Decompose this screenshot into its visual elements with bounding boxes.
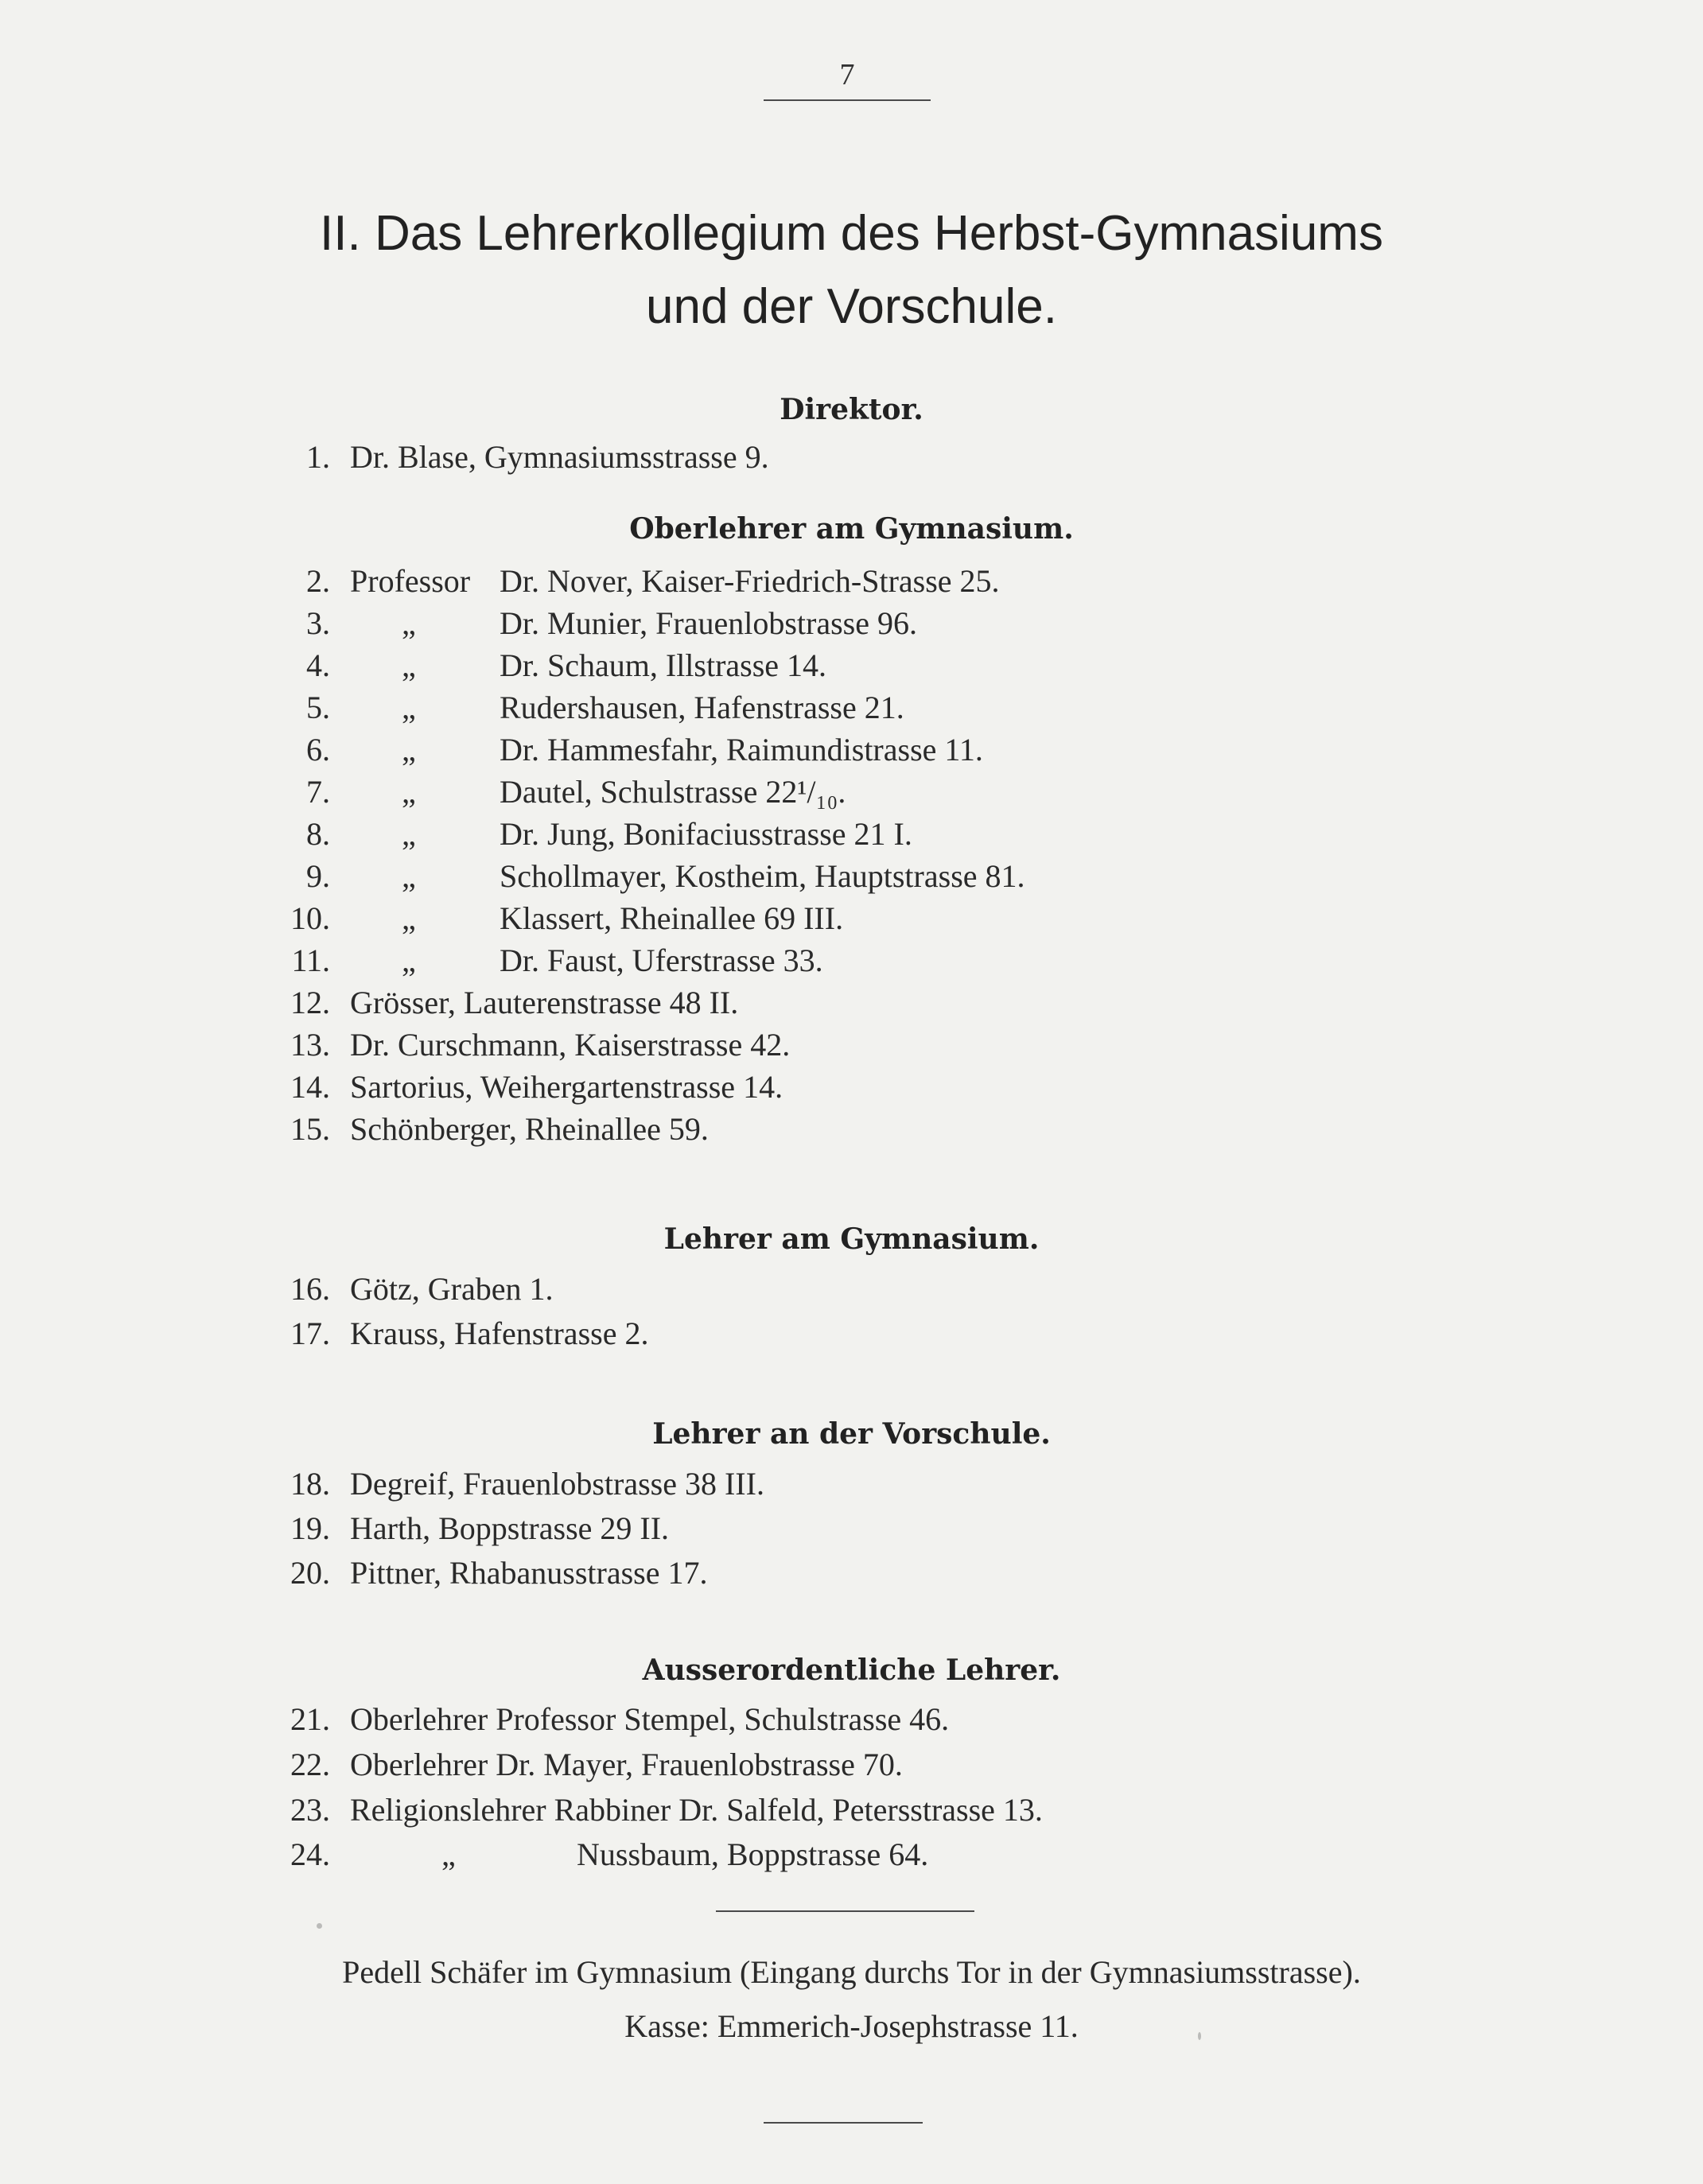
list-item [0,729,1703,771]
list-item [0,1463,1703,1506]
ditto-mark: „ [402,647,416,683]
entry-number: 2. [306,563,330,599]
entry-number: 19. [290,1510,330,1546]
section-heading-lehrer: Lehrer am Gymnasium. [663,1222,1040,1256]
entry-number: 7. [306,774,330,810]
entry-number: 6. [306,732,330,768]
entry-number: 21. [290,1701,330,1737]
entry-text: Dautel, Schulstrasse 22¹/₁₀. [500,774,846,810]
entry-text: Dr. Nover, Kaiser-Friedrich-Strasse 25. [500,563,1000,599]
section-heading-oberlehrer: Oberlehrer am Gymnasium. [629,512,1074,546]
entry-number: 18. [290,1466,330,1502]
entry-text: Oberlehrer Dr. Mayer, Frauenlobstrasse 70. [350,1747,903,1782]
entry-number: 8. [306,816,330,852]
list-item [0,1789,1703,1832]
list-item [0,939,1703,982]
ditto-mark: „ [402,816,416,852]
ditto-mark: „ [402,942,416,978]
entry-text: Dr. Blase, Gymnasiumsstrasse 9. [350,439,769,475]
entry-number: 16. [290,1271,330,1307]
list-item [0,686,1703,729]
section-heading-vorschule: Lehrer an der Vorschule. [652,1417,1051,1451]
list-item [0,1833,1703,1876]
entry-text: Oberlehrer Professor Stempel, Schulstrasse 46. [350,1701,950,1737]
ditto-mark: „ [402,900,416,936]
list-item [0,897,1703,940]
entry-number: 9. [306,858,330,894]
list-item [0,602,1703,645]
entry-text: Dr. Faust, Uferstrasse 33. [500,942,823,978]
ditto-mark: „ [402,732,416,768]
entry-number: 4. [306,647,330,683]
entry-number: 17. [290,1315,330,1351]
list-item [0,644,1703,687]
list-item [0,1552,1703,1595]
section-divider [716,1910,974,1912]
list-item [0,1024,1703,1067]
entry-number: 14. [290,1069,330,1105]
page-number-rule [764,99,931,101]
paper-speck [317,1923,322,1929]
paper-speck [1198,2032,1201,2040]
entry-number: 13. [290,1027,330,1063]
page-number: 7 [839,58,855,91]
entry-number: 15. [290,1111,330,1147]
ditto-mark: „ [402,690,416,725]
entry-text: Schollmayer, Kostheim, Hauptstrasse 81. [500,858,1025,894]
page-title-line-1: II. Das Lehrerkollegium des Herbst-Gymnasiums [320,206,1383,261]
entry-number: 5. [306,690,330,725]
entry-text: Sartorius, Weihergartenstrasse 14. [350,1069,783,1105]
list-item [0,1066,1703,1109]
entry-text: Krauss, Hafenstrasse 2. [350,1315,649,1351]
entry-text: Schönberger, Rheinallee 59. [350,1111,709,1147]
list-item [0,436,1703,479]
section-heading-ausserordentlich: Ausserordentliche Lehrer. [642,1654,1061,1687]
entry-text: Dr. Curschmann, Kaiserstrasse 42. [350,1027,791,1063]
list-item [0,1507,1703,1550]
entry-text: Degreif, Frauenlobstrasse 38 III. [350,1466,764,1502]
entry-number: 10. [290,900,330,936]
entry-number: 22. [290,1747,330,1782]
list-item [0,1698,1703,1741]
list-item [0,560,1703,603]
list-item [0,1312,1703,1355]
list-item [0,1268,1703,1311]
entry-text: Nussbaum, Boppstrasse 64. [577,1836,929,1872]
entry-text: Pittner, Rhabanusstrasse 17. [350,1555,708,1591]
entry-number: 12. [290,985,330,1020]
list-item [0,771,1703,814]
entry-text: Rudershausen, Hafenstrasse 21. [500,690,904,725]
page-title-line-2: und der Vorschule. [645,279,1057,334]
ditto-mark: „ [402,858,416,894]
entry-text: Dr. Jung, Bonifaciusstrasse 21 I. [500,816,912,852]
entry-text: Dr. Schaum, Illstrasse 14. [500,647,827,683]
list-item [0,1108,1703,1151]
entry-number: 3. [306,605,330,641]
entry-prefix: Professor [350,563,471,599]
list-item [0,1743,1703,1786]
entry-text: Harth, Boppstrasse 29 II. [350,1510,670,1546]
ditto-mark: „ [441,1836,456,1872]
footer-kasse: Kasse: Emmerich-Josephstrasse 11. [624,2008,1079,2044]
entry-number: 1. [306,439,330,475]
entry-number: 11. [291,942,330,978]
ditto-mark: „ [402,774,416,810]
entry-text: Götz, Graben 1. [350,1271,554,1307]
entry-text: Grösser, Lauterenstrasse 48 II. [350,985,739,1020]
entry-number: 23. [290,1792,330,1828]
entry-text: Dr. Munier, Frauenlobstrasse 96. [500,605,917,641]
bottom-rule [764,2122,923,2124]
list-item [0,855,1703,898]
list-item [0,981,1703,1024]
entry-text: Religionslehrer Rabbiner Dr. Salfeld, Petersstrasse 13. [350,1792,1043,1828]
ditto-mark: „ [402,605,416,641]
entry-number: 20. [290,1555,330,1591]
entry-text: Klassert, Rheinallee 69 III. [500,900,844,936]
footer-pedell: Pedell Schäfer im Gymnasium (Eingang durchs Tor in der Gymnasiumsstrasse). [342,1954,1361,1990]
entry-number: 24. [290,1836,330,1872]
list-item [0,813,1703,856]
section-heading-direktor: Direktor. [780,393,923,426]
entry-text: Dr. Hammesfahr, Raimundistrasse 11. [500,732,983,768]
